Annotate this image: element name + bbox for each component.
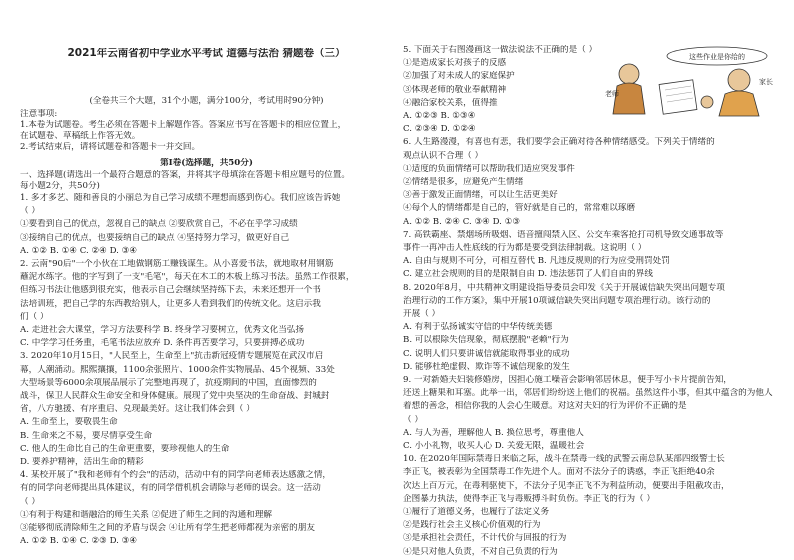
question-line: ③体现老师的敬业奉献精神 [403,84,507,95]
question-line: 事件一再冲击人性底线的行为都是要受到法律制裁。这说明（ ） [403,243,647,253]
question-line: 但练习书法让他感到很充实，他表示自己会继续坚持练下去，未来还想开一个书 [20,285,321,296]
question-line: C. 他人的生命比自己的生命更重要，要珍视他人的生命 [20,443,230,454]
question-line: C. 小小礼物，收买人心 D. 关爱无限，温暖社会 [403,441,585,451]
question-line: 幕，人潮涌动。熙熙攘攘，1100余张照片、1000余件实物展品、45个视频、33处 [20,364,335,375]
notice-line: 1.本卷为试题卷。考生必须在答题卡上解题作答。答案应书写在答题卡的相应位置上， [20,120,347,130]
question-line: 6. 人生路漫漫，有喜也有悲，我们要学会正确对待各种情绪感受。下列关于情绪的 [403,137,715,148]
question-line: 省，八方驰援、有序重启、兑现最美好。这让我们体会到（ ） [20,404,255,415]
notice-line: 在试题卷、草稿纸上作答无效。 [20,131,141,141]
question-line: A. ①②③ B. ①③④ [403,111,476,121]
child-head [701,96,713,108]
parent-head [728,69,750,91]
question-line: C. ②③④ D. ①②④ [403,124,476,135]
question-line: 3. 2020年10月15日，"人民至上，生命至上"抗击新冠疫情专题展览在武汉市启 [20,351,324,362]
question-line: 5. 下面关于右图漫画这一做法说法不正确的是（ ） [403,45,598,55]
question-line: ①适度的负面情绪可以帮助我们适应突发事件 [403,163,575,174]
question-line: C. 中学学习任务重，毛笔书法应放弃 D. 条件再苦要学习，只要拼搏必成功 [20,338,305,349]
part-heading: 第Ⅰ卷(选择题，共50分) [160,158,253,168]
question-line: C. 建立社会规则的目的是限制自由 D. 违法惩罚了人们自由的界线 [403,269,653,280]
question-line: A. 走进社会大课堂，学习方法要科学 B. 终身学习要树立，优秀文化当弘扬 [20,325,304,335]
question-line: 李正飞，被表彰为全国禁毒工作先进个人。面对不法分子的诱惑，李正飞拒绝40余 [403,467,715,478]
question-line: ①要看到自己的优点，忽视自己的缺点 ②要欣赏自己，不必在乎学习成绩 [20,219,298,230]
question-line: 观点认识不合理（ ） [403,150,484,161]
notice-line: 2.考试结束后，请将试题卷和答题卡一并交回。 [20,142,201,152]
question-line: 7. 高铁霸座、禁烟场所吸烟、语音擅闯禁入区、公交车乘客抢打司机导致交通事故等 [403,229,724,240]
question-line: 战斗，保卫人民群众生命安全和身体健康。展现了党中央坚决的生命奋战、封城封 [20,391,330,401]
question-line: ③接纳自己的优点，也要接纳自己的缺点 ④坚持努力学习，做更好自己 [20,232,290,243]
question-line: 还送上糖果和耳塞。此举一出，邻居们纷纷送上他们的祝福。虽然这件小事，但其中蕴含的为他人 [403,388,773,399]
question-line: ④每个人的情绪都是自己的，管好就是自己的，常常难以琢磨 [403,203,636,214]
question-line: A. 生命至上，要敬畏生命 [20,417,118,428]
question-line: B. 生命来之不易，要尽情享受生命 [20,430,153,441]
question-line: 蘸泥水练字。他的字写到了一支"毛笔"，每天在木工的木板上练习书法。虽然工作很累， [20,272,355,283]
question-line: 10. 在2020年国际禁毒日来临之际，战斗在禁毒一线的武警云南总队某部四级警士长 [403,454,725,465]
question-line: ①是造成家长对孩子的反感 [403,58,507,69]
question-line: （ ） [403,414,423,425]
question-line: （ ） [20,206,40,217]
question-line: ①履行了道德义务，也履行了法定义务 [403,507,550,517]
question-line: 8. 2020年8月，中共精神文明建设指导委员会印发《关于开展诚信缺失突出问题专项 [403,282,725,293]
question-line: A. 自由与规则不可分，可相互替代 B. 凡违反规则的行为应受刑罚处罚 [403,256,670,267]
question-line: 有的同学向老师提出具体建议，有的同学借机机会请除与老师的误会。这一活动 [20,483,321,494]
question-line: 2. 云南"90后"一个小伙在工地做钢筋工赚钱谋生。从小喜爱书法，就地取材用钢筋 [20,259,334,269]
section-heading: 一、选择题(请选出一个最符合题意的答案，并将其字母填涂在答题卡相应题号的位置。 [20,170,350,180]
question-line: （ ） [20,496,40,507]
question-line: 4. 某校开展了"我和老师有个约会"的活动，活动中有的同学向老师表达感激之情， [20,470,332,481]
teacher-label: 老师 [605,90,619,98]
question-line: A. 与人为善，理解他人 B. 换位思考，尊重他人 [403,427,584,438]
question-line: 开展（ ） [403,309,441,319]
section-heading: 每小题2分，共50分) [20,181,100,191]
question-line: ②加强了对未成人的家庭保护 [403,71,515,82]
parent-label: 家长 [759,78,773,86]
question-line: A. ①② B. ①④ C. ②④ D. ③④ [20,245,138,256]
parent-body [719,91,759,116]
question-line: 9. 一对新婚夫妇装修婚房，因担心施工噪音会影响邻居休息，便手写小卡片提前告知， [403,375,732,385]
notice-heading: 注意事项: [20,109,58,119]
question-line: D. 能够杜绝虚假、欺诈等不诚信现象的发生 [403,361,570,372]
question-line: ④是只对他人负责，不对自己负责的行为 [403,546,558,557]
teacher-head [619,64,639,84]
question-line: B. 可以根除失信现象，彻底摆脱"老赖"行为 [403,335,569,346]
question-line: A. ①② B. ②④ C. ③④ D. ①③ [403,216,521,227]
question-line: 治理行动的工作方案》，集中开展10项诚信缺失突出问题专项治理行动。该行动的 [403,295,711,306]
exam-meta: (全卷共三个大题，31个小题，满分100分，考试用时90分钟) [89,96,324,106]
question-line: D. 要养护精神，活出生命的精彩 [20,457,144,467]
exam-title: 2021年云南省初中学业水平考试 道德与法治 猜题卷（三） [67,48,346,59]
question-line: 法培训班，把自己学的东西教给别人，让更多人看到我们的传统文化。这启示我 [20,298,321,309]
question-line: 1. 多才多艺、随和善良的小丽总为自己学习成绩不理想而感到伤心。我们应该告诉她 [20,193,341,203]
question-line: ③是承担社会责任，不计代价与回报的行为 [403,533,567,544]
question-line: A. ①② B. ①④ C. ②③ D. ③④ [20,536,138,547]
teacher-body [613,83,645,114]
question-line: ④融洽家校关系，值得推 [403,97,498,108]
question-line: 次达上百万元，在毒利驱使下，不法分子见李正飞不为利益所动，便要出手阻截攻击， [403,480,730,491]
question-line: C. 说明人们只要讲诚信就能取得事业的成功 [403,348,570,359]
question-line: ③能够彻底清除师生之间的矛盾与误会 ④让所有学生把老师都视为亲密的朋友 [20,523,315,533]
question-line: ②情绪是很多，应避免产生情绪 [403,177,524,187]
question-line: ③善于激发正面情绪，可以让生活更美好 [403,190,558,201]
question-line: 着想的善念，相信你我的人会心生暖意。对这对夫妇的行为评价不正确的是 [403,401,687,412]
question-line: ①有利于构建和谐融洽的师生关系 ②促进了师生之间的沟通和理解 [20,509,272,520]
question-line: 们（ ） [20,311,49,322]
question-line: A. 有利于弘扬诚实守信的中华传统美德 [403,322,553,333]
cartoon-illustration [599,44,775,118]
question-line: 企图暴力执法，使得李正飞与毒贩搏斗时负伤。李正飞的行为（ ） [403,493,655,504]
question-line: 大型场景等6000余项展品展示了完整地再现了，抗疫期间的中国，直面惨烈的 [20,377,317,388]
speech-bubble-text: 这些作业是你给的 [689,53,745,61]
homework-stack [659,80,697,114]
question-line: ②是践行社会主义核心价值观的行为 [403,520,541,531]
